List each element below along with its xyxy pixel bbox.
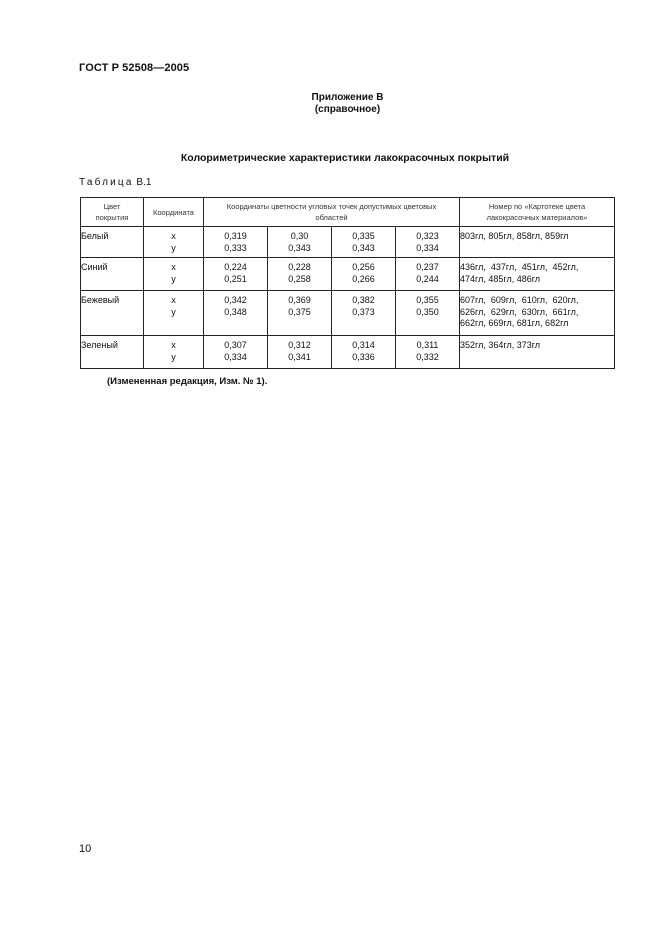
point-value: 0,312 — [288, 340, 311, 350]
point-value: 0,266 — [352, 273, 375, 284]
corner-point — [204, 291, 267, 335]
corner-point — [267, 336, 331, 368]
point-value: 0,311 — [416, 340, 439, 350]
cell-coordinate — [144, 227, 204, 258]
point-value: 0,375 — [288, 306, 311, 317]
coordinate-label: y — [171, 242, 176, 253]
cell-card-numbers — [460, 258, 615, 291]
point-value: 0,342 — [224, 295, 247, 305]
corner-point — [395, 227, 459, 257]
appendix-title: Приложение В — [311, 92, 384, 103]
cell-points — [204, 258, 460, 291]
corner-point — [267, 258, 331, 290]
cell-color: Бежевый — [81, 291, 144, 336]
point-value: 0,307 — [224, 340, 247, 350]
point-value: 0,336 — [352, 351, 375, 362]
cell-coordinate — [144, 336, 204, 369]
header-points: Координаты цветности угловых точек допустимых цветовых областей — [204, 198, 460, 227]
point-value: 0,373 — [352, 306, 375, 317]
corner-point — [267, 227, 331, 257]
card-numbers-line: 626гл, 629гл, 630гл, 661гл, — [460, 306, 579, 317]
table-row — [81, 291, 615, 336]
point-value: 0,341 — [288, 351, 311, 362]
card-numbers-line: 436гл, 437гл, 451гл, 452гл, — [460, 262, 579, 272]
coordinate-label: x — [171, 340, 176, 350]
point-value: 0,237 — [416, 262, 439, 272]
table-row — [81, 227, 615, 258]
colorimetric-table — [80, 197, 615, 369]
point-value: 0,319 — [224, 231, 247, 241]
cell-color: Зеленый — [81, 336, 144, 369]
coordinate-label: y — [171, 306, 176, 317]
point-value: 0,350 — [416, 306, 439, 317]
coordinate-label: y — [171, 273, 176, 284]
cell-points — [204, 291, 460, 336]
corner-point — [395, 258, 459, 290]
point-value: 0,369 — [288, 295, 311, 305]
point-value: 0,256 — [352, 262, 375, 272]
point-value: 0,323 — [416, 231, 439, 241]
appendix-subtitle: (справочное) — [314, 104, 381, 115]
cell-coordinate — [144, 258, 204, 291]
point-value: 0,30 — [290, 231, 309, 241]
cell-points — [204, 336, 460, 369]
cell-card-numbers — [460, 291, 615, 336]
point-value: 0,348 — [224, 306, 247, 317]
point-value: 0,343 — [352, 242, 375, 253]
cell-coordinate — [144, 291, 204, 336]
standard-code: ГОСТ Р 52508—2005 — [79, 62, 190, 74]
amendment-note: (Измененная редакция, Изм. № 1). — [107, 376, 268, 387]
table-label — [79, 177, 151, 188]
card-numbers-line: 803гл, 805гл, 858гл, 859гл — [460, 231, 569, 241]
corner-point — [267, 291, 331, 335]
section-title: Колориметрические характеристики лакокрасочных покрытий — [180, 152, 510, 164]
appendix-heading — [0, 92, 661, 116]
table-header-row — [81, 198, 615, 227]
point-value: 0,224 — [224, 262, 247, 272]
corner-point — [204, 227, 267, 257]
cell-card-numbers — [460, 227, 615, 258]
point-value: 0,314 — [352, 340, 375, 350]
corner-point — [395, 291, 459, 335]
corner-point — [331, 336, 395, 368]
point-value: 0,258 — [288, 273, 311, 284]
cell-points — [204, 227, 460, 258]
corner-point — [395, 336, 459, 368]
coordinate-label: x — [171, 295, 176, 305]
coordinate-label: y — [171, 351, 176, 362]
header-color: Цвет покрытия — [81, 198, 144, 227]
coordinate-label: x — [171, 231, 176, 241]
cell-color: Белый — [81, 227, 144, 258]
point-value: 0,251 — [224, 273, 247, 284]
table-label-number: В.1 — [136, 177, 152, 188]
point-value: 0,244 — [416, 273, 439, 284]
corner-point — [204, 336, 267, 368]
point-value: 0,335 — [352, 231, 375, 241]
cell-color: Синий — [81, 258, 144, 291]
table-label-prefix: Таблица — [79, 177, 134, 188]
corner-point — [204, 258, 267, 290]
card-numbers-line: 607гл, 609гл, 610гл, 620гл, — [460, 295, 579, 305]
point-value: 0,332 — [416, 351, 439, 362]
corner-point — [331, 258, 395, 290]
point-value: 0,334 — [416, 242, 439, 253]
page-number: 10 — [79, 843, 92, 855]
point-value: 0,228 — [288, 262, 311, 272]
point-value: 0,334 — [224, 351, 247, 362]
cell-card-numbers — [460, 336, 615, 369]
header-coordinate: Координата — [144, 198, 204, 227]
corner-point — [331, 291, 395, 335]
card-numbers-line: 474гл, 485гл, 486гл — [460, 273, 541, 284]
point-value: 0,343 — [288, 242, 311, 253]
coordinate-label: x — [171, 262, 176, 272]
table-body — [81, 227, 615, 369]
table-row — [81, 258, 615, 291]
card-numbers-line: 662гл, 669гл, 681гл, 682гл — [460, 318, 569, 328]
point-value: 0,355 — [416, 295, 439, 305]
header-card-numbers: Номер по «Картотеке цвета лакокрасочных материалов» — [460, 198, 615, 227]
table-row — [81, 336, 615, 369]
point-value: 0,382 — [352, 295, 375, 305]
card-numbers-line: 352гл, 364гл, 373гл — [460, 340, 541, 350]
point-value: 0,333 — [224, 242, 247, 253]
corner-point — [331, 227, 395, 257]
